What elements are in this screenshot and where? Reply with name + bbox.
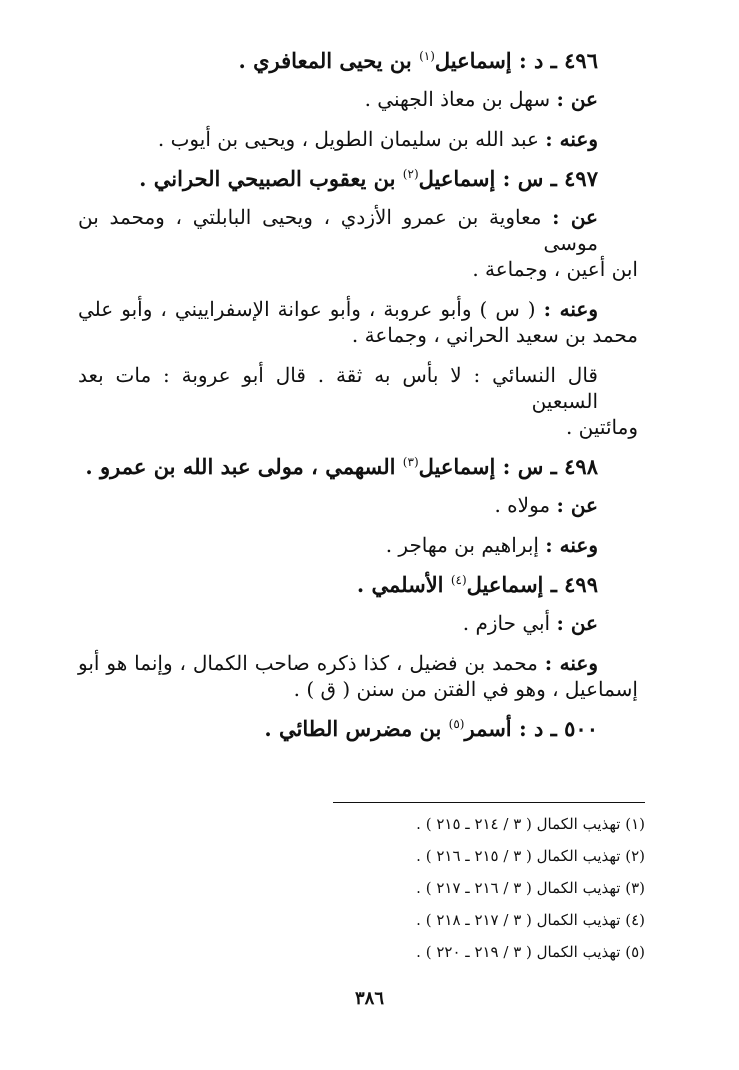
entry-500-heading: ٥٠٠ ـ د : أسمر$^{(٥)}$ بن مضرس الطائي . (264, 716, 598, 741)
entry-496-anhu: وعنه : عبد الله بن سليمان الطويل ، ويحيى بن أيوب . (157, 127, 598, 151)
entry-heading-text: بن يحيى المعافري . (238, 48, 420, 73)
footnote-item: (١) تهذيب الكمال ( ٣ / ٢١٤ ـ ٢١٥ ) . (416, 815, 645, 833)
entry-498-an: عن : مولاه . (494, 493, 598, 517)
footnotes (280, 808, 645, 968)
footnote-item: (٤) تهذيب الكمال ( ٣ / ٢١٧ ـ ٢١٨ ) . (416, 911, 645, 929)
book-page-body (78, 44, 638, 754)
footnote-ref: (٥) (448, 717, 465, 731)
footnote-ref: (٤) (450, 573, 467, 587)
entry-498-heading: ٤٩٨ ـ س : إسماعيل$^{(٣)}$ السهمي ، مولى عبد الله بن عمرو . (85, 454, 598, 479)
footnote-item: (٣) تهذيب الكمال ( ٣ / ٢١٦ ـ ٢١٧ ) . (416, 879, 645, 897)
entry-497-an: عن : معاوية بن عمرو الأزدي ، ويحيى البابلتي ، ومحمد بن موسى ابن أعين ، وجماعة . (78, 205, 638, 281)
entry-496-an: عن : سهل بن معاذ الجهني . (364, 87, 598, 111)
entry-497-anhu: وعنه : ( س ) وأبو عروبة ، وأبو عوانة الإسفراييني ، وأبو علي محمد بن سعيد الحراني ، وجماعة . (78, 297, 638, 347)
entry-497-qala: قال النسائي : لا بأس به ثقة . قال أبو عروبة : مات بعد السبعين ومائتين . (78, 363, 638, 439)
entry-497-heading: ٤٩٧ ـ س : إسماعيل$^{(٢)}$ بن يعقوب الصبيحي الحراني . (139, 166, 598, 191)
entry-499-heading: ٤٩٩ ـ إسماعيل$^{(٤)}$ الأسلمي . (356, 572, 598, 597)
footnote-divider (333, 802, 645, 803)
entry-498-anhu: وعنه : إبراهيم بن مهاجر . (385, 533, 598, 557)
footnote-item: (٥) تهذيب الكمال ( ٣ / ٢١٩ ـ ٢٢٠ ) . (416, 943, 645, 961)
entry-heading-text: ٤٩٦ ـ د : إسماعيل (434, 48, 598, 73)
entry-499-anhu: وعنه : محمد بن فضيل ، كذا ذكره صاحب الكمال ، وإنما هو أبو إسماعيل ، وهو في الفتن من سنن ( ق ) . (78, 651, 638, 701)
footnote-ref: (٢) (402, 167, 419, 181)
footnote-ref: (١) (419, 49, 435, 63)
page-number: ٣٨٦ (354, 988, 384, 1009)
footnote-ref: (٣) (402, 455, 419, 469)
footnote-item: (٢) تهذيب الكمال ( ٣ / ٢١٥ ـ ٢١٦ ) . (416, 847, 645, 865)
entry-499-an: عن : أبي حازم . (462, 611, 598, 635)
entry-496-heading (78, 48, 638, 74)
